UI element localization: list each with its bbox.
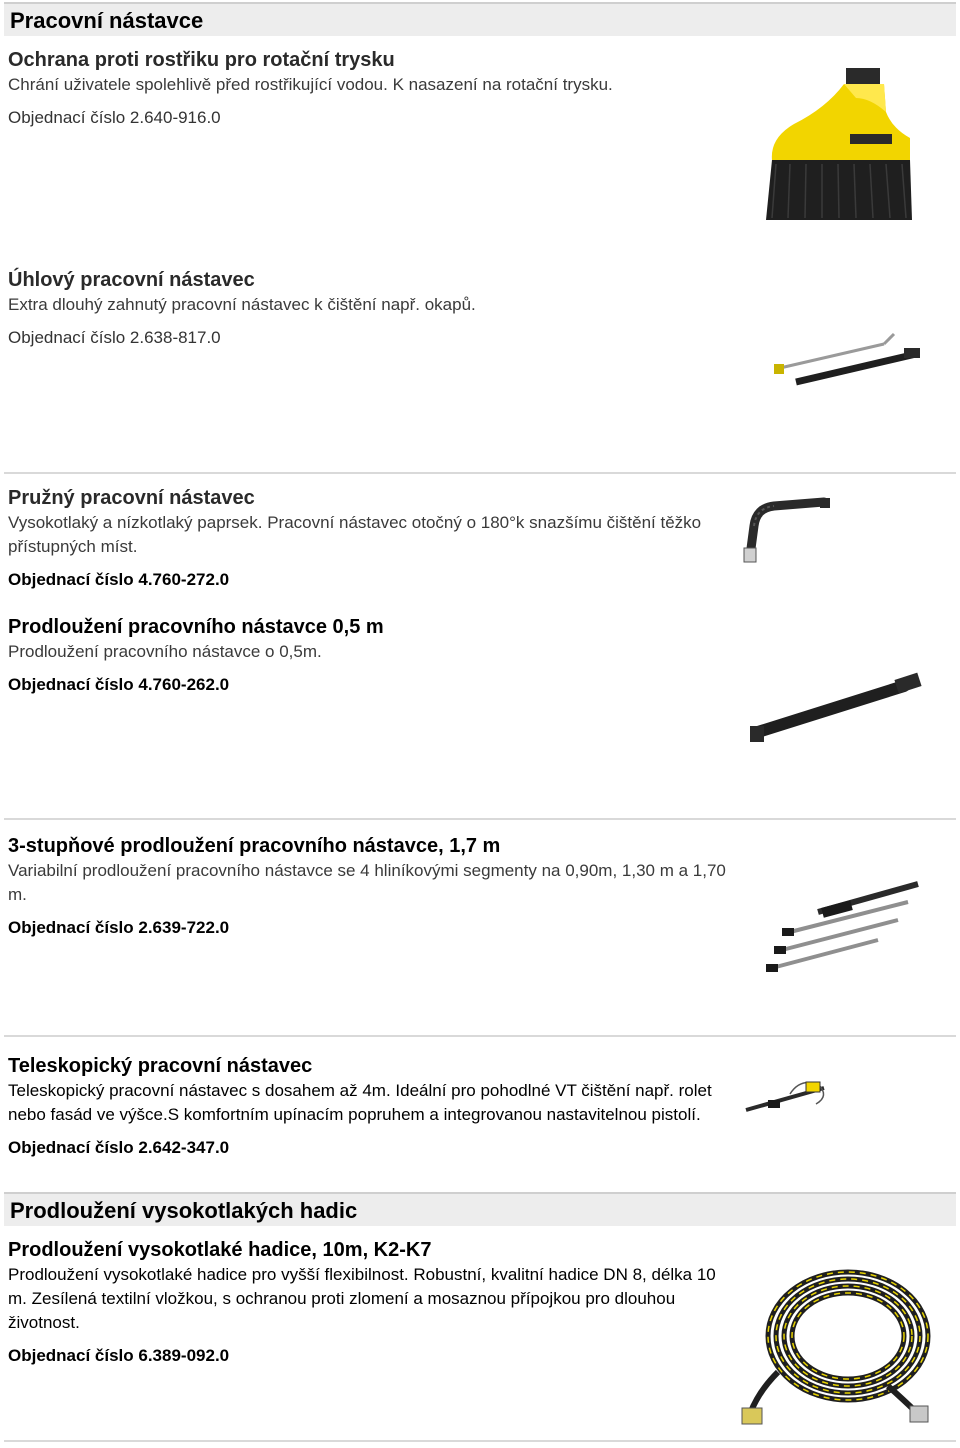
product-item-lance-extension [8,615,728,697]
product-description: Variabilní prodloužení pracovního nástavce se 4 hliníkovými segmenty na 0,90m, 1,30 m a 1,70 m. [8,861,726,904]
product-order-number: Objednací číslo 2.638-817.0 [8,328,221,347]
product-title: 3-stupňové prodloužení pracovního nástavce, 1,7 m [8,835,501,857]
product-title: Prodloužení vysokotlaké hadice, 10m, K2-K7 [8,1239,432,1261]
product-item-three-stage-extension [8,834,728,940]
product-order-number: Objednací číslo 2.642-347.0 [8,1138,230,1157]
angled-lance-icon [766,326,926,392]
product-item-flexible-lance [8,486,728,592]
divider [4,1035,956,1037]
product-item-angled-lance [8,268,728,350]
product-order-number: Objednací číslo 4.760-272.0 [8,570,230,589]
section-title: Pracovní nástavce [10,8,204,33]
three-stage-extension-icon [758,872,928,978]
flexible-lance-icon [740,490,836,566]
product-item-telescopic-lance [8,1054,728,1160]
product-description: Extra dlouhý zahnutý pracovní nástavec k čištění např. okapů. [8,295,476,314]
product-title: Úhlový pracovní nástavec [8,269,255,291]
divider [4,1440,956,1442]
product-title: Prodloužení pracovního nástavce 0,5 m [8,616,384,638]
product-title: Pružný pracovní nástavec [8,487,255,509]
splash-guard-icon [760,64,920,226]
lance-extension-icon [744,668,926,748]
product-order-number: Objednací číslo 2.639-722.0 [8,918,230,937]
divider [4,472,956,474]
product-description: Vysokotlaký a nízkotlaký paprsek. Pracovní nástavec otočný o 180°k snazšímu čištění těžko přístupných míst. [8,513,702,556]
product-title: Ochrana proti rostřiku pro rotační trysku [8,49,395,71]
product-order-number: Objednací číslo 4.760-262.0 [8,675,230,694]
product-item-splash-guard [8,48,728,130]
section-header [4,1192,956,1226]
section-header [4,2,956,36]
product-order-number: Objednací číslo 6.389-092.0 [8,1346,230,1365]
hose-coil-icon [738,1262,934,1432]
product-description: Prodloužení pracovního nástavce o 0,5m. [8,642,322,661]
product-description: Prodloužení vysokotlaké hadice pro vyšší flexibilnost. Robustní, kvalitní hadice DN 8, délka 10 m. Zesílená textilní vložkou, s ochranou proti zlomení a mosaznou přípojkou pro dlouhou životnost. [8,1265,716,1332]
product-description: Chrání uživatele spolehlivě před rostřikující vodou. K nasazení na rotační trysku. [8,75,613,94]
telescopic-lance-icon [740,1074,836,1118]
section-title: Prodloužení vysokotlakých hadic [10,1198,358,1223]
product-description: Teleskopický pracovní nástavec s dosahem až 4m. Ideální pro pohodlné VT čištění např. rolet nebo fasád ve výšce.S komfortním upínacím popruhem a integrovanou nastavitelnou pistolí. [8,1081,712,1124]
product-title: Teleskopický pracovní nástavec [8,1055,313,1077]
product-order-number: Objednací číslo 2.640-916.0 [8,108,221,127]
divider [4,818,956,820]
product-item-hose-extension [8,1238,728,1368]
